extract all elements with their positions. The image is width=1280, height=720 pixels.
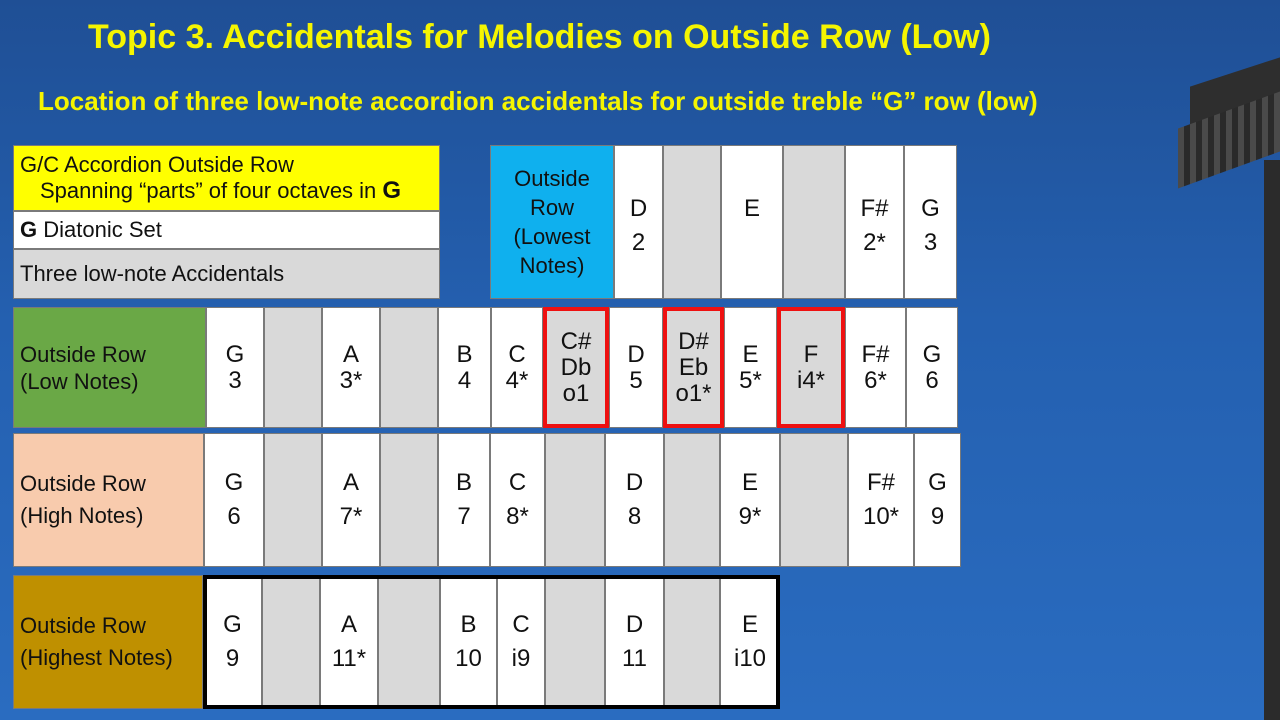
note-cell — [777, 307, 845, 428]
cell-line-1: 4 — [457, 366, 472, 394]
note-cell — [320, 575, 378, 709]
note-cell — [605, 433, 664, 567]
note-cell — [440, 575, 497, 709]
note-cell — [438, 433, 490, 567]
cell-line-0: A — [340, 611, 357, 638]
blank-cell — [664, 433, 720, 567]
blank-cell — [545, 433, 605, 567]
note-cell — [543, 307, 609, 428]
blank-cell — [545, 575, 605, 709]
row-label-high — [13, 433, 204, 567]
cell-line-1: 8 — [627, 503, 642, 530]
cell-line-0: D — [625, 469, 644, 496]
cell-line-0: D — [625, 611, 644, 638]
blank-cell — [380, 307, 438, 428]
cell-line-1: 3* — [339, 366, 363, 394]
cell-line-1: 9* — [738, 503, 762, 530]
cell-line-1: 6 — [227, 503, 241, 530]
cell-line-2: o1* — [675, 379, 712, 407]
blank-cell — [264, 307, 322, 428]
page-title: Topic 3. Accidentals for Melodies on Outside Row (Low) — [88, 18, 991, 56]
cell-line-1: i9 — [511, 645, 531, 672]
note-cell — [614, 145, 663, 299]
note-cell — [605, 575, 664, 709]
cell-line-1: 6 — [925, 366, 939, 394]
cell-line-0: Outside Row — [20, 341, 146, 367]
cell-line-0: B — [456, 340, 473, 368]
cell-line-1: Db — [560, 353, 592, 381]
cell-line-0: A — [342, 469, 359, 496]
note-cell — [720, 575, 780, 709]
cell-line-1: (Highest Notes) — [20, 645, 173, 670]
cell-line-0: E — [741, 469, 758, 496]
cell-line-1: 3 — [228, 366, 242, 394]
blank-cell — [664, 575, 720, 709]
blank-cell — [264, 433, 322, 567]
cell-line-0: B — [455, 469, 472, 496]
cell-line-1: 8* — [506, 503, 529, 530]
note-cell — [845, 307, 906, 428]
cell-line-1: i10 — [733, 645, 767, 672]
legend-header — [13, 145, 440, 211]
blank-cell — [663, 145, 721, 299]
note-cell — [848, 433, 914, 567]
building-post — [1264, 160, 1280, 720]
row-label-highest — [13, 575, 203, 709]
legend-key: G — [382, 177, 402, 204]
note-cell — [206, 307, 264, 428]
cell-line-0: D — [627, 340, 645, 368]
page-subtitle: Location of three low-note accordion accidentals for outside treble “G” row (low) — [38, 86, 1038, 116]
cell-line-0: F# — [866, 469, 895, 496]
row-label-low — [13, 307, 206, 428]
note-cell — [906, 307, 958, 428]
cell-line-1: 4* — [505, 366, 529, 394]
note-cell — [609, 307, 663, 428]
cell-line-0: E — [742, 340, 759, 368]
cell-line-1: 11 — [622, 645, 647, 672]
cell-line-0: E — [741, 611, 758, 638]
cell-line-1: 9 — [225, 645, 240, 672]
note-cell — [724, 307, 777, 428]
cell-line-1: 2* — [863, 229, 886, 256]
blank-cell — [783, 145, 845, 299]
note-cell — [203, 575, 262, 709]
note-cell — [663, 307, 724, 428]
note-cell — [438, 307, 491, 428]
note-cell — [322, 433, 380, 567]
cell-line-0: G — [928, 469, 947, 496]
note-cell — [914, 433, 961, 567]
cell-line-0: D — [629, 195, 648, 222]
cell-line-3: Notes) — [519, 253, 585, 278]
cell-line-0: D# — [678, 327, 709, 355]
legend-accidentals: Three low-note Accidentals — [13, 249, 440, 299]
cell-line-0: F# — [860, 195, 889, 222]
cell-line-0: G — [223, 611, 242, 638]
note-cell — [204, 433, 264, 567]
cell-line-1: Row — [529, 195, 574, 220]
cell-line-1: 2 — [631, 229, 646, 256]
note-cell — [491, 307, 543, 428]
cell-line-0: C — [512, 611, 530, 638]
blank-cell — [380, 433, 438, 567]
legend-diatonic-text: Diatonic Set — [37, 217, 162, 242]
legend-line2: Spanning “parts” of four octaves in — [40, 178, 383, 203]
note-cell — [721, 145, 783, 299]
legend-line1: G/C Accordion Outside Row — [20, 152, 294, 177]
row-label-lowest — [490, 145, 614, 299]
cell-line-0: F — [803, 340, 819, 368]
cell-line-0: G — [922, 340, 942, 368]
cell-line-0: C# — [560, 327, 592, 355]
cell-line-1: 5* — [739, 366, 762, 394]
note-cell — [322, 307, 380, 428]
cell-line-1: Eb — [678, 353, 709, 381]
cell-line-0: F# — [861, 340, 890, 368]
cell-line-1: 6* — [864, 366, 887, 394]
cell-line-1: (High Notes) — [20, 503, 144, 528]
cell-line-0: G — [921, 195, 940, 222]
legend-diatonic — [13, 211, 440, 249]
cell-line-0: Outside Row — [20, 613, 146, 638]
note-cell — [845, 145, 904, 299]
note-cell — [490, 433, 545, 567]
cell-line-1: i4* — [796, 366, 826, 394]
cell-line-0: E — [743, 195, 760, 222]
cell-line-1: 10* — [862, 503, 900, 530]
blank-cell — [262, 575, 320, 709]
legend-diatonic-key: G — [20, 217, 38, 242]
cell-line-0: C — [508, 340, 526, 368]
cell-line-0: G — [224, 469, 244, 496]
cell-line-0: Outside — [514, 166, 590, 191]
cell-line-0: G — [225, 340, 245, 368]
cell-line-1: 5 — [629, 366, 643, 394]
cell-line-0: A — [342, 340, 359, 368]
cell-line-1: (Low Notes) — [20, 368, 139, 394]
note-cell — [904, 145, 957, 299]
note-cell — [497, 575, 545, 709]
blank-cell — [378, 575, 440, 709]
cell-line-1: 10 — [455, 645, 482, 672]
cell-line-0: B — [460, 611, 477, 638]
cell-line-1: 3 — [923, 229, 938, 256]
cell-line-2: (Lowest — [513, 224, 591, 249]
cell-line-0: C — [508, 469, 527, 496]
cell-line-1: 7 — [457, 503, 471, 530]
blank-cell — [780, 433, 848, 567]
cell-line-1: 11* — [331, 645, 367, 672]
cell-line-2: o1 — [562, 379, 590, 407]
cell-line-1: 7* — [339, 503, 363, 530]
cell-line-1: 9 — [930, 503, 945, 530]
note-cell — [720, 433, 780, 567]
cell-line-0: Outside Row — [20, 471, 146, 496]
